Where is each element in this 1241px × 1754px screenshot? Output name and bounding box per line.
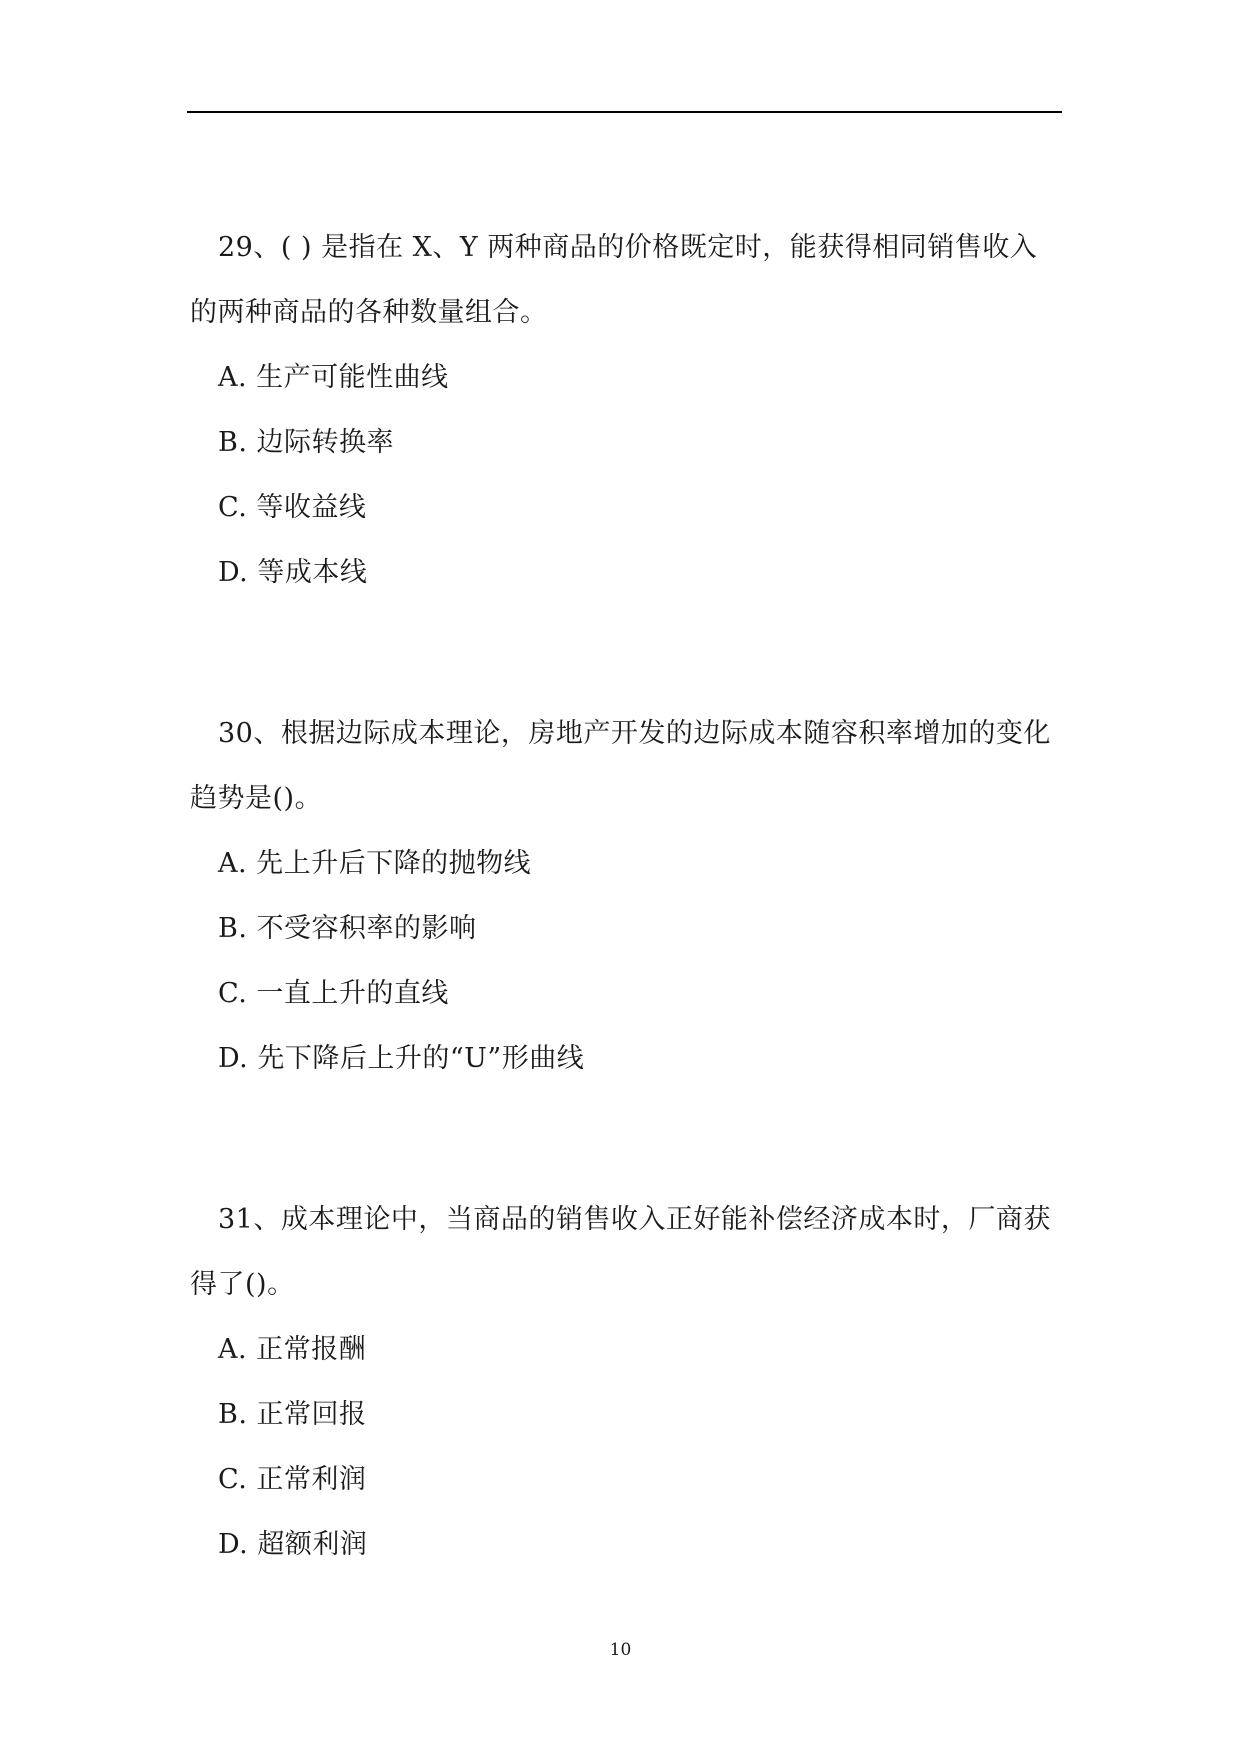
page-number: 10 — [609, 1640, 632, 1660]
question-list — [190, 215, 1062, 1577]
option-d: D. 超额利润 — [218, 1529, 368, 1560]
option-d: D. 先下降后上升的“U”形曲线 — [218, 1043, 585, 1074]
option-a: A. 生产可能性曲线 — [218, 362, 449, 393]
option-a: A. 先上升后下降的抛物线 — [218, 848, 532, 879]
question-stem: 30、根据边际成本理论，房地产开发的边际成本随容积率增加的变化趋势是()。 — [190, 718, 1051, 814]
option-a: A. 正常报酬 — [218, 1334, 367, 1365]
option-b: B. 边际转换率 — [218, 427, 395, 458]
question-30 — [190, 701, 1062, 1091]
question-29 — [190, 215, 1062, 605]
option-b: B. 不受容积率的影响 — [218, 913, 477, 944]
option-b: B. 正常回报 — [218, 1399, 367, 1430]
header-rule — [187, 111, 1062, 113]
option-c: C. 一直上升的直线 — [218, 978, 449, 1009]
option-c: C. 正常利润 — [218, 1464, 367, 1495]
option-c: C. 等收益线 — [218, 492, 367, 523]
question-stem: 29、( ) 是指在 X、Y 两种商品的价格既定时，能获得相同销售收入的两种商品的各种数量组合。 — [190, 232, 1038, 328]
question-stem: 31、成本理论中，当商品的销售收入正好能补偿经济成本时，厂商获得了()。 — [190, 1204, 1051, 1300]
question-31 — [190, 1187, 1062, 1577]
option-d: D. 等成本线 — [218, 557, 368, 588]
